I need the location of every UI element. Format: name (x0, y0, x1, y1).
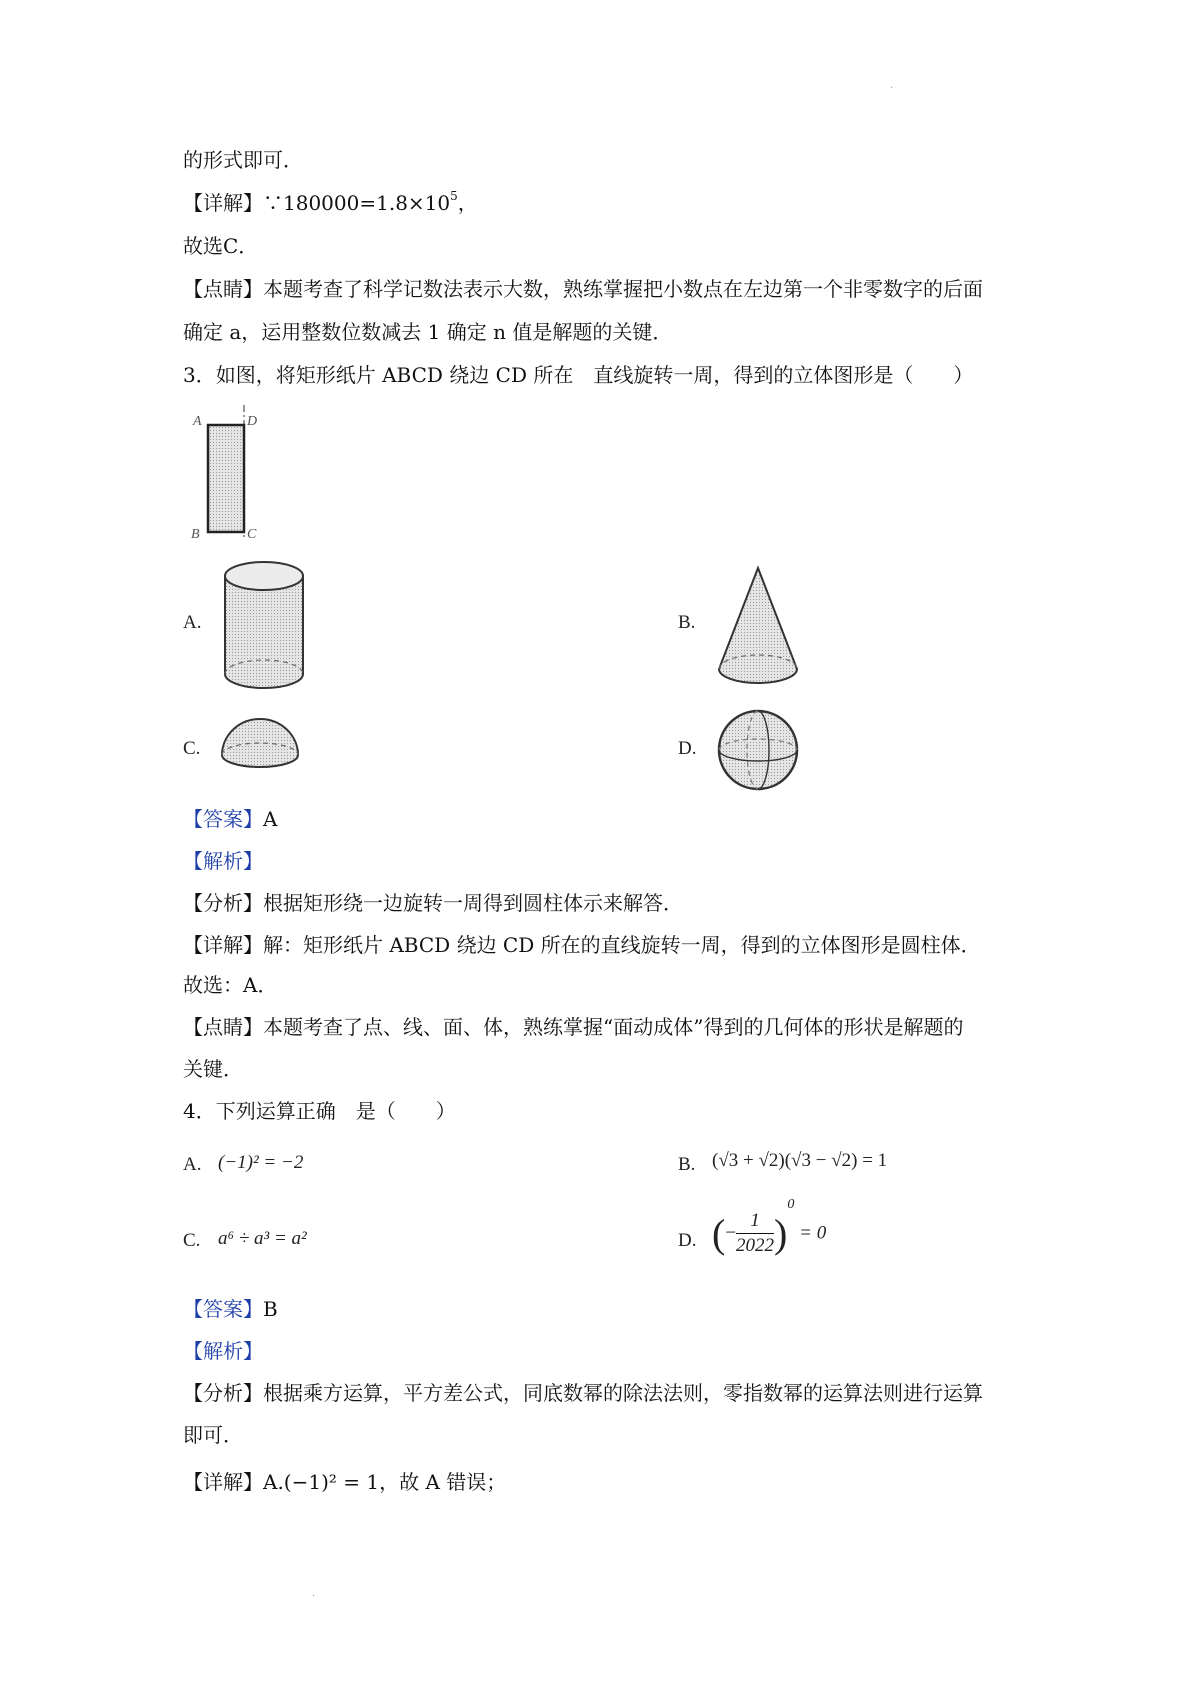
footer-mark: . (312, 1588, 316, 1599)
q3-choose: 故选：A． (183, 973, 278, 997)
detail-exp: 5 (450, 189, 458, 203)
text-line-1: 的形式即可． (183, 148, 303, 172)
detail-suffix: ， (457, 191, 478, 215)
q4-detail: 【详解】A.(−1)² = 1，故 A 错误； (183, 1470, 507, 1494)
q3-comment-2: 关键． (183, 1057, 243, 1081)
label-C: C (247, 527, 257, 540)
text-line-4: 【点睛】本题考查了科学记数法表示大数，熟练掌握把小数点在左边第一个非零数字的后面 (183, 277, 983, 301)
sphere-icon (716, 708, 800, 792)
answer-value: A (263, 807, 278, 831)
q4-answer-tag: 【答案】 (183, 1297, 263, 1321)
cone-icon (716, 565, 800, 687)
q3-option-C-label: C. (183, 738, 201, 759)
opt-D-rest: = 0 (799, 1222, 827, 1244)
q4-option-D-label: D. (678, 1230, 697, 1251)
hemisphere-icon (220, 715, 300, 775)
rectangle-figure (185, 405, 265, 540)
q4-answer (183, 1295, 278, 1323)
q4-option-B-label: B. (678, 1154, 696, 1175)
frac-numerator: 1 (736, 1209, 774, 1234)
label-D: D (247, 414, 258, 429)
q4-option-C-label: C. (183, 1230, 201, 1251)
q4-option-D: (− $\frac{1}{2022}$ )$^0$ = 0 (712, 1197, 827, 1257)
detail-line (183, 189, 478, 217)
q3-comment-1: 【点睛】本题考查了点、线、面、体，熟练掌握“面动成体”得到的几何体的形状是解题的 (183, 1015, 964, 1039)
q3-detail: 【详解】解：矩形纸片 ABCD 绕边 CD 所在的直线旋转一周，得到的立体图形是圆柱体． (183, 933, 981, 957)
q4-analysis-1: 【分析】根据乘方运算，平方差公式，同底数幂的除法法则，零指数幂的运算法则进行运算 (183, 1381, 983, 1405)
frac-denominator: 2022 (736, 1235, 775, 1257)
q3-analysis-tag: 【解析】 (183, 849, 263, 873)
q4-option-A-label: A. (183, 1154, 202, 1175)
q3-option-D-label: D. (678, 738, 697, 759)
q4-option-C: a⁶ ÷ a³ = a² (218, 1228, 307, 1249)
detail-value: 1.8×10 (376, 191, 451, 215)
q4-answer-value: B (263, 1297, 278, 1321)
q4-analysis-2: 即可． (183, 1423, 243, 1447)
text-line-3: 故选C． (183, 234, 259, 258)
text-line-5: 确定 a，运用整数位数减去 1 确定 n 值是解题的关键． (183, 320, 673, 344)
q3-option-A-label: A. (183, 612, 202, 633)
q4-question: 4．下列运算正确 是（ ） (183, 1099, 456, 1123)
detail-prefix: 【详解】∵180000= (183, 191, 377, 215)
header-mark: . (890, 80, 894, 91)
q4-option-A: (−1)² = −2 (218, 1152, 304, 1173)
q3-question: 3．如图，将矩形纸片 ABCD 绕边 CD 所在 直线旋转一周，得到的立体图形是（ ） (183, 363, 974, 387)
q3-analysis: 【分析】根据矩形绕一边旋转一周得到圆柱体示来解答． (183, 891, 683, 915)
label-B: B (191, 527, 200, 540)
cylinder-icon (222, 558, 306, 692)
q4-option-B: (√3 + √2)(√3 − √2) = 1 (712, 1150, 888, 1171)
q3-answer (183, 805, 277, 833)
answer-tag: 【答案】 (183, 807, 263, 831)
label-A: A (193, 414, 202, 429)
q4-analysis-tag: 【解析】 (183, 1339, 263, 1363)
q3-option-B-label: B. (678, 612, 696, 633)
